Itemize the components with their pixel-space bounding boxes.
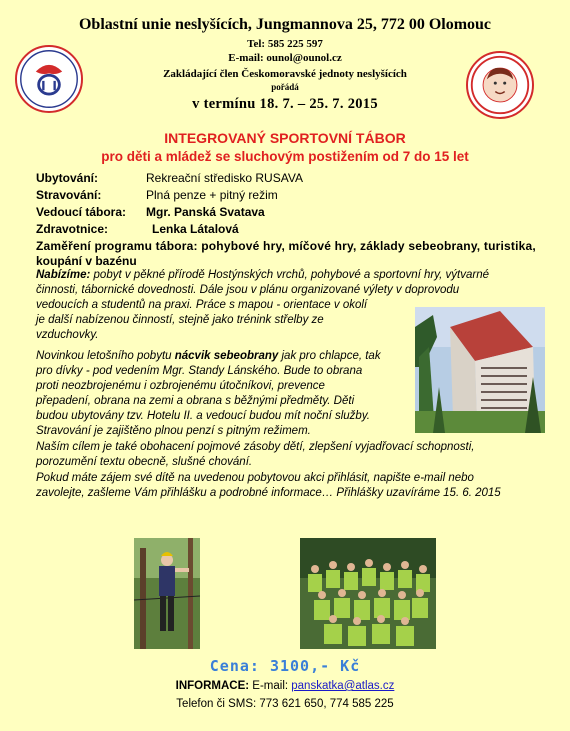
organization-title: Oblastní unie neslyšících, Jungmannova 25, 772 00 Olomouc xyxy=(78,16,492,33)
header-member: Zakládající člen Českomoravské jednoty neslyšících xyxy=(163,68,407,80)
contact-phone: Telefon či SMS: 773 621 650, 774 585 225 xyxy=(176,698,394,710)
nabizime-line2: činnosti, tábornické dovednosti. Dále jsou v plánu organizované výlety v doprovodu xyxy=(36,284,460,296)
header-porada: pořádá xyxy=(271,82,299,92)
novinka-line4: přepadení, obrana na zemi a obrana s běžnými předměty. Děti xyxy=(36,395,355,407)
nabizime-line5: vzduchovky. xyxy=(36,329,99,341)
nurse-label: Zdravotnice: xyxy=(36,222,109,236)
novinka-line3: proti neozbrojenému i ozbrojenému útočníkovi, prevence xyxy=(36,380,325,392)
nabizime-line1 xyxy=(36,268,540,283)
info-label: INFORMACE: xyxy=(175,680,250,692)
boarding-label: Stravování: xyxy=(36,188,102,202)
detail-nurse xyxy=(36,222,239,237)
detail-leader xyxy=(36,205,265,220)
leader-value: Mgr. Panská Svatava xyxy=(146,205,265,219)
nabizime-text1: pobyt v pěkné přírodě Hostýnských vrchů, pohybové a sportovní hry, výtvarné xyxy=(90,269,489,281)
zajem-line2: zavolejte, zašleme Vám přihlášku a podrobné informace… Přihlášky uzavíráme 15. 6. 2015 xyxy=(36,487,501,499)
novinka-line6: Stravování je zajištěno plnou penzí s pitným režimem. xyxy=(36,425,311,437)
hotel-photo xyxy=(415,307,545,433)
price: Cena: 3100,- Kč xyxy=(209,657,361,675)
info-email-prefix: E-mail: xyxy=(249,680,292,692)
contact-info xyxy=(0,680,570,692)
nabizime-label: Nabízíme: xyxy=(36,269,91,281)
header-email: E-mail: ounol@ounol.cz xyxy=(228,52,342,64)
novinka-line2: pro dívky - pod vedením Mgr. Standy Lánského. Bude to obrana xyxy=(36,365,363,377)
header-tel: Tel: 585 225 597 xyxy=(247,38,323,50)
camp-subtitle: pro děti a mládež se sluchovým postižením od 7 do 15 let xyxy=(101,149,469,164)
camp-title: INTEGROVANÝ SPORTOVNÍ TÁBOR xyxy=(164,130,406,146)
program-label: Zaměření programu tábora: xyxy=(36,239,198,253)
accommodation-label: Ubytování: xyxy=(36,171,99,185)
boarding-value: Plná penze + pitný režim xyxy=(146,188,278,202)
nabizime-line3: vedoucích a studentů na praxi. Práce s mapou - orientace v okolí xyxy=(36,299,368,311)
detail-program xyxy=(36,239,536,254)
cil-line2: porozumění textu obecně, slušné chování. xyxy=(36,456,253,468)
group-photo xyxy=(300,538,436,649)
nabizime-line4: je další nabízenou činností, stejně jako trénink střelby ze xyxy=(36,314,324,326)
detail-program-cont: koupání v bazénu xyxy=(36,254,137,268)
novinka-text1c: jak pro chlapce, tak xyxy=(278,350,381,362)
novinka-text1a: Novinkou letošního pobytu xyxy=(36,350,175,362)
detail-boarding xyxy=(36,188,278,203)
detail-accommodation xyxy=(36,171,303,186)
climbing-photo xyxy=(134,538,200,649)
contact-email-link[interactable]: panskatka@atlas.cz xyxy=(291,680,395,692)
program-value: pohybové hry, míčové hry, základy sebeobrany, turistika, xyxy=(201,239,536,253)
novinka-line1 xyxy=(36,349,410,364)
camp-term: v termínu 18. 7. – 25. 7. 2015 xyxy=(192,96,378,112)
accommodation-value: Rekreační středisko RUSAVA xyxy=(146,171,303,185)
novinka-highlight: nácvik sebeobrany xyxy=(174,350,279,362)
novinka-line5: budou ubytovány tzv. Hotelu II. a vedoucí budou mít noční služby. xyxy=(36,410,370,422)
zajem-line1: Pokud máte zájem své dítě na uvedenou pobytovou akci přihlásit, napište e-mail nebo xyxy=(36,472,474,484)
nurse-value: Lenka Látalová xyxy=(152,222,239,236)
leader-label: Vedoucí tábora: xyxy=(36,205,127,219)
cil-line1: Naším cílem je také obohacení pojmové zásoby dětí, zlepšení vyjadřovací schopnosti, xyxy=(36,441,475,453)
